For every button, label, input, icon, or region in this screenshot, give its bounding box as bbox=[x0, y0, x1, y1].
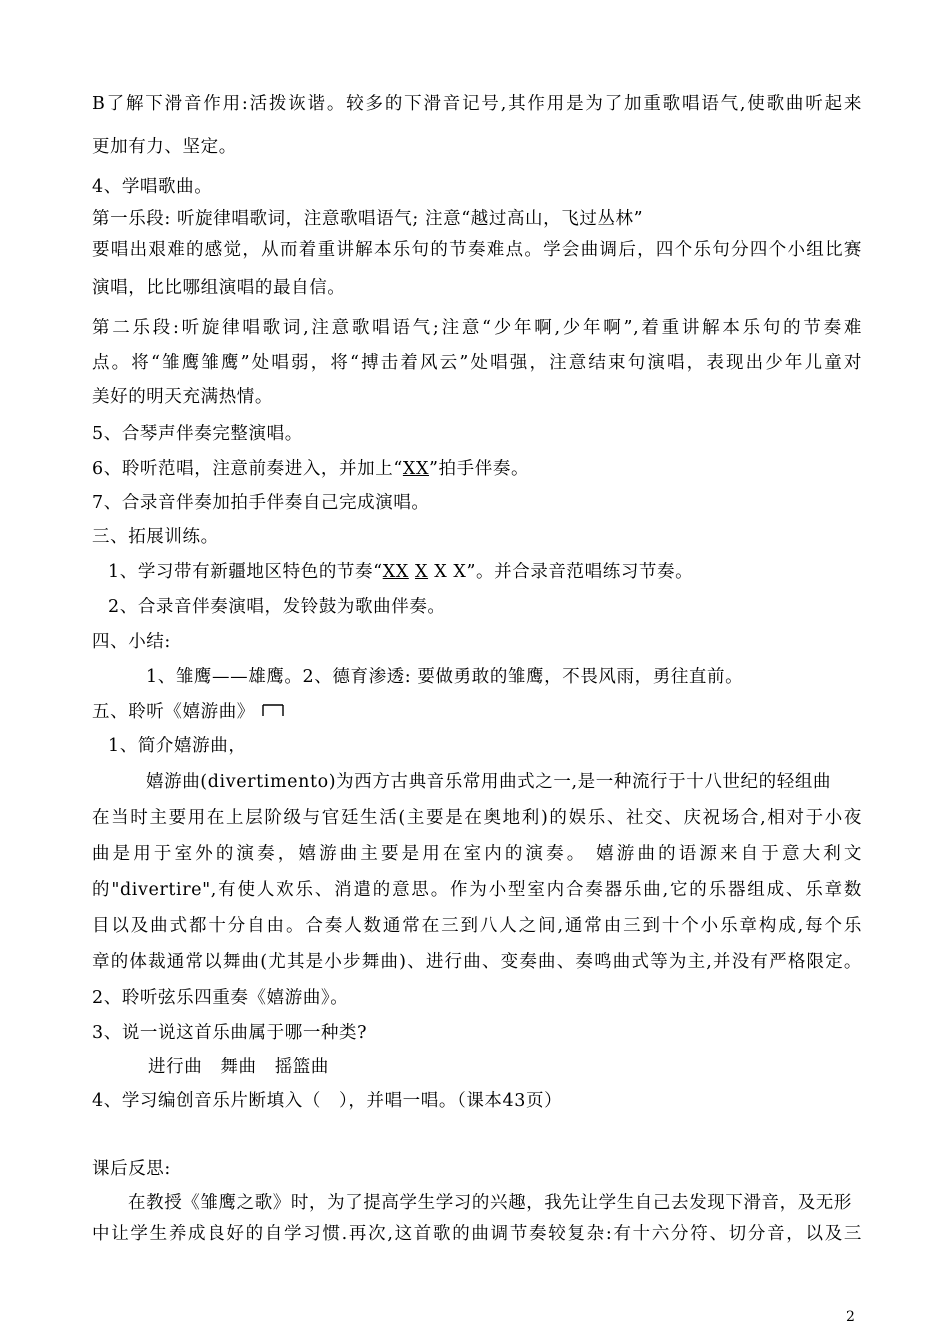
section-heading: 三、拓展训练。 bbox=[92, 527, 219, 547]
text-line: 4、学习编创音乐片断填入（ ），并唱一唱。（课本43页） bbox=[92, 1091, 563, 1111]
rhythm-notation: XX bbox=[382, 562, 409, 582]
text-segment: 6、聆听范唱，注意前奏进入，并加上“ bbox=[92, 459, 403, 479]
text-line-rhythm bbox=[92, 457, 862, 481]
text-line: 要唱出艰难的感觉，从而着重讲解本乐句的节奏难点。学会曲调后，四个乐句分四个小组比赛 bbox=[92, 240, 862, 260]
text-line-rhythm bbox=[108, 560, 878, 584]
rhythm-notation: X bbox=[414, 562, 429, 582]
text-line: 2、合录音伴奏演唱，发铃鼓为歌曲伴奏。 bbox=[108, 597, 446, 617]
text-line: 目以及曲式都十分自由。合奏人数通常在三到八人之间,通常由三到十个小乐章构成,每个乐 bbox=[92, 916, 862, 936]
text-line: 点。将“雏鹰雏鹰”处唱弱，将“搏击着风云”处唱强，注意结束句演唱，表现出少年儿童对 bbox=[92, 353, 862, 373]
text-line: 在当时主要用在上层阶级与官廷生活(主要是在奥地利)的娱乐、社交、庆祝场合,相对于小夜 bbox=[92, 808, 862, 828]
text-segment: 1、学习带有新疆地区特色的节奏“ bbox=[108, 562, 383, 582]
text-line: 演唱，比比哪组演唱的最自信。 bbox=[92, 278, 346, 298]
section-heading: 五、聆听《嬉游曲》 bbox=[92, 702, 255, 722]
text-line: 中让学生养成良好的自学习惯.再次,这首歌的曲调节奏较复杂:有十六分符、切分音，以及三 bbox=[92, 1224, 862, 1244]
text-line: 第一乐段: 听旋律唱歌词，注意歌唱语气; 注意“越过高山，飞过丛林” bbox=[92, 209, 644, 229]
text-line: 章的体裁通常以舞曲(尤其是小步舞曲)、进行曲、变奏曲、奏鸣曲式等为主,并没有严格限定。 bbox=[92, 952, 862, 972]
section-heading: 课后反思: bbox=[92, 1159, 171, 1179]
text-line: 第二乐段:听旋律唱歌词,注意歌唱语气;注意“少年啊,少年啊”,着重讲解本乐句的节奏难 bbox=[92, 318, 862, 338]
text-line: 在教授《雏鹰之歌》时，为了提高学生学习的兴趣，我先让学生自己去发现下滑音，及无形 bbox=[128, 1193, 852, 1213]
text-line: 7、合录音伴奏加拍手伴奏自己完成演唱。 bbox=[92, 493, 430, 513]
text-segment: ”拍手伴奏。 bbox=[429, 459, 530, 479]
bracket-mark-icon bbox=[262, 703, 284, 717]
text-line: 1、雏鹰——雄鹰。2、德育渗透: 要做勇敢的雏鹰，不畏风雨，勇往直前。 bbox=[146, 667, 744, 687]
rhythm-notation: XX bbox=[402, 459, 430, 479]
text-line: 2、聆听弦乐四重奏《嬉游曲》。 bbox=[92, 988, 349, 1008]
section-heading: 四、小结: bbox=[92, 632, 171, 652]
text-line: 进行曲 舞曲 摇篮曲 bbox=[148, 1057, 329, 1077]
text-line: 3、说一说这首乐曲属于哪一种类? bbox=[92, 1023, 368, 1043]
page-number: 2 bbox=[846, 1309, 855, 1325]
text-line: 美好的明天充满热情。 bbox=[92, 387, 273, 407]
text-line: 4、学唱歌曲。 bbox=[92, 177, 213, 197]
text-line: 曲是用于室外的演奏，嬉游曲主要是用在室内的演奏。 嬉游曲的语源来自于意大利文 bbox=[92, 844, 862, 864]
text-line: 1、简介嬉游曲， bbox=[108, 736, 247, 756]
text-line: 的"divertire",有使人欢乐、消遣的意思。作为小型室内合奏器乐曲,它的乐器组成、乐章数 bbox=[92, 880, 862, 900]
text-segment: X X”。并合录音范唱练习节奏。 bbox=[428, 562, 694, 582]
text-line: 5、合琴声伴奏完整演唱。 bbox=[92, 424, 303, 444]
text-line: B了解下滑音作用:活拨诙谐。较多的下滑音记号,其作用是为了加重歌唱语气,使歌曲听起来 bbox=[92, 94, 862, 114]
text-line: 嬉游曲(divertimento)为西方古典音乐常用曲式之一,是一种流行于十八世纪的轻组曲 bbox=[146, 772, 832, 792]
text-line: 更加有力、坚定。 bbox=[92, 137, 237, 157]
